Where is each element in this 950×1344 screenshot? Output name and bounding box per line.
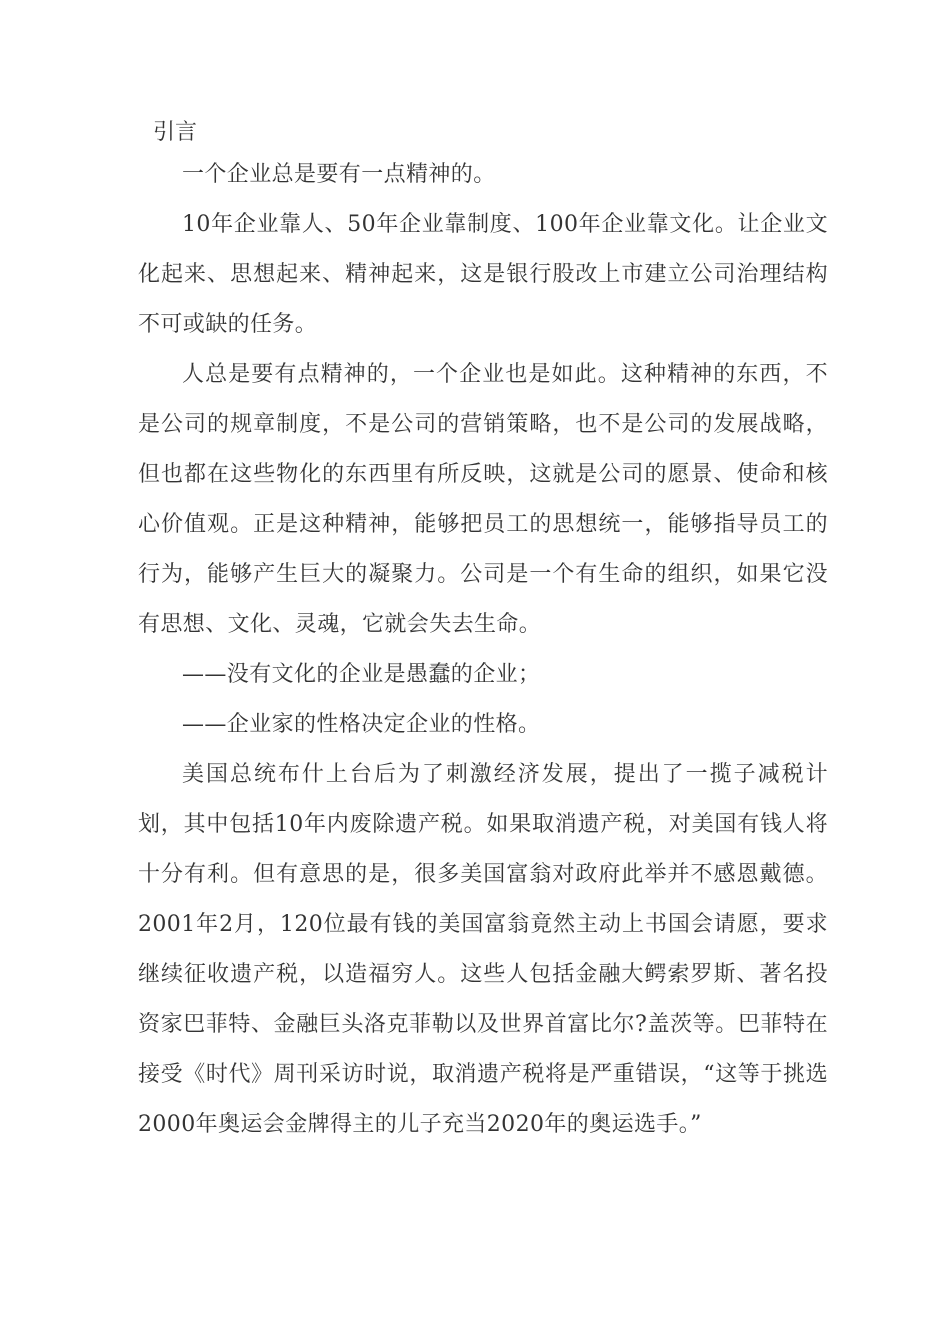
paragraph: 人总是要有点精神的，一个企业也是如此。这种精神的东西，不是公司的规章制度，不是公司的营销策略，也不是公司的发展战略，但也都在这些物化的东西里有所反映，这就是公司的愿景、使命和核心价值观。正是这种精神，能够把员工的思想统一，能够指导员工的行为，能够产生巨大的凝聚力。公司是一个有生命的组织，如果它没有思想、文化、灵魂，它就会失去生命。 [138,362,828,637]
document-heading: 引言 [153,120,198,145]
paragraph: 一个企业总是要有一点精神的。 [182,162,496,187]
document-body [138,150,828,1150]
paragraph: 美国总统布什上台后为了刺激经济发展，提出了一揽子减税计划，其中包括10年内废除遗产税。如果取消遗产税，对美国有钱人将十分有利。但有意思的是，很多美国富翁对政府此举并不感恩戴德。2001年2月，120位最有钱的美国富翁竟然主动上书国会请愿，要求继续征收遗产税，以造福穷人。这些人包括金融大鳄索罗斯、著名投资家巴菲特、金融巨头洛克菲勒以及世界首富比尔?盖茨等。巴菲特在接受《时代》周刊采访时说，取消遗产税将是严重错误，“这等于挑选2000年奥运会金牌得主的儿子充当2020年的奥运选手。” [138,762,828,1137]
paragraph: 10年企业靠人、50年企业靠制度、100年企业靠文化。让企业文化起来、思想起来、精神起来，这是银行股改上市建立公司治理结构不可或缺的任务。 [138,212,828,337]
quote-line: ——没有文化的企业是愚蠢的企业； [182,662,541,687]
quote-line: ——企业家的性格决定企业的性格。 [182,712,541,737]
